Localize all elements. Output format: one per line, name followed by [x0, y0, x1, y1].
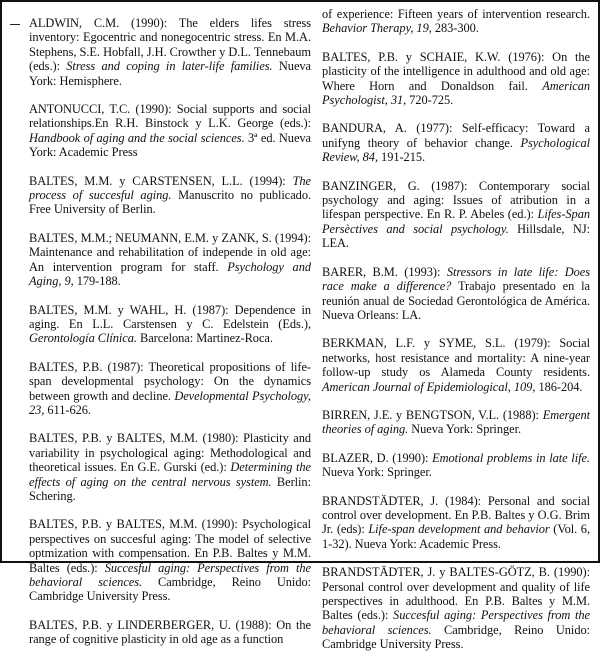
- reference-text: Nueva York: Springer.: [322, 465, 432, 480]
- reference-entry: [322, 408, 590, 437]
- reference-entry: [322, 565, 590, 651]
- reference-entry: [322, 265, 590, 323]
- reference-title-italic: Life-span development and behavior: [368, 522, 550, 537]
- reference-text: BANZINGER, G. (1987): Contemporary social psychology and aging: Issues of atribution in a lifespan perspective. En R. P. Abeles (ed.):: [322, 178, 590, 222]
- reference-text: (Vol. 6, 1-32). Nueva York: Academic Press.: [322, 522, 590, 551]
- reference-entry: [29, 360, 311, 418]
- reference-text: ALDWIN, C.M. (1990): The elders lifes stress inventory: Egocentric and nonegocentric stress. En M.A. Stephens, S.E. Hobfall, J.H. Crowther y D.L. Tennebaum (eds.):: [29, 16, 311, 74]
- reference-entry: [29, 303, 311, 346]
- reference-entry: [29, 174, 311, 217]
- left-column: [29, 16, 311, 661]
- reference-title-italic: American Psychologist, 31,: [322, 78, 590, 108]
- reference-title-italic: Psychology and Aging, 9,: [29, 259, 311, 289]
- reference-title-italic: Behavior Therapy, 19,: [322, 21, 432, 36]
- reference-title-italic: Lifes-Span Persèctives and social psychology.: [322, 207, 590, 236]
- reference-text: BRANDSTÄDTER, J. y BALTES-GÖTZ, B. (1990): Personal control over development and quality of life perspectives in adulthood. En P.B. Baltes y M.M. Baltes (eds.):: [322, 565, 590, 623]
- reference-text: BALTES, P.B. y LINDERBERGER, U. (1988): On the range of cognitive plasticity in old age as a function: [29, 617, 311, 647]
- reference-text: BLAZER, D. (1990):: [322, 450, 433, 465]
- reference-text: Hillsdale, NJ: LEA.: [322, 221, 590, 251]
- reference-text: 186-204.: [535, 379, 583, 394]
- reference-text: ANTONUCCI, T.C. (1990): Social supports and social relationships.En R.H. Binstock y L.K. George (eds.):: [29, 102, 311, 131]
- reference-title-italic: Gerontología Clínica.: [29, 331, 137, 346]
- right-column: [322, 7, 590, 666]
- reference-text: 179-188.: [73, 274, 121, 289]
- reference-text: 720-725.: [406, 93, 454, 108]
- reference-entry: [29, 618, 311, 647]
- reference-text: BALTES, P.B. y BALTES, M.M. (1990): Psychological perspectives on succesful aging: The model of selective optmization with compensation. En P.B. Baltes y M.M. Baltes (eds.):: [29, 517, 311, 575]
- reference-entry: [322, 336, 590, 394]
- reference-text: 283-300.: [431, 21, 479, 36]
- reference-title-italic: Determining the effects of aging on the central nervous system.: [29, 460, 311, 489]
- reference-text: BARER, B.M. (1993):: [322, 264, 447, 279]
- reference-text: Nueva York: Hemisphere.: [29, 59, 311, 88]
- reference-text: BANDURA, A. (1977): Self-efficacy: Toward a unifyng theory of behavior change.: [322, 121, 590, 150]
- reference-title-italic: Developmental Psychology, 23,: [29, 388, 311, 417]
- reference-title-italic: The process of succesful aging.: [29, 173, 311, 203]
- reference-title-italic: Stress and coping in later-life families.: [66, 59, 273, 74]
- reference-entry: [322, 121, 590, 164]
- reference-title-italic: Succesful aging: Perspectives from the behavioral sciences.: [29, 560, 311, 589]
- reference-text: BALTES, P.B. y BALTES, M.M. (1980): Plasticity and variability in psychological aging: Methodological and theoretical issues. En G.E. Gurski (ed.):: [29, 431, 311, 475]
- reference-text: Trabajo presentado en la reunión anual de Sociedad Gerontológica de América. Nueva Orleans: LA.: [322, 279, 590, 322]
- reference-title-italic: American Journal of Epidemiological, 109,: [322, 379, 536, 394]
- reference-entry: [29, 517, 311, 603]
- reference-text: BRANDSTÄDTER, J. (1984): Personal and social control over development. En P.B. Baltes y O.G. Brim Jr. (eds):: [322, 493, 590, 537]
- reference-text: BALTES, M.M.; NEUMANN, E.M. y ZANK, S. (1994): Maintenance and rehabilitation of independe in old age: An intervention program for staff.: [29, 230, 311, 274]
- reference-entry: [29, 102, 311, 160]
- reference-text: Cambridge, Reino Unido: Cambridge University Press.: [29, 575, 311, 604]
- reference-title-italic: Emotional problems in late life.: [432, 450, 590, 465]
- reference-text: BALTES, P.B. (1987): Theoretical propositions of life-span developmental psychology: On the dynamics between growth and decline.: [29, 359, 311, 403]
- reference-title-italic: Stressors in late life: Does race make a difference?: [322, 264, 590, 294]
- reference-entry: [322, 50, 590, 108]
- reference-title-italic: Emergent theories of aging.: [322, 407, 590, 437]
- reference-entry: [322, 7, 590, 36]
- margin-dash: [10, 24, 20, 25]
- reference-text: BALTES, P.B. y SCHAIE, K.W. (1976): On the plasticity of the intelligence in adulthood and old age: Where Horn and Donaldson fail.: [322, 49, 590, 93]
- reference-text: 3ª ed. Nueva York: Academic Press: [29, 130, 311, 160]
- reference-text: Barcelona: Martinez-Roca.: [136, 331, 273, 346]
- reference-text: 611-626.: [44, 402, 91, 417]
- reference-entry: [322, 179, 590, 251]
- reference-title-italic: Psychological Review, 84,: [322, 135, 590, 165]
- reference-text: Cambridge, Reino Unido: Cambridge University Press.: [322, 622, 590, 652]
- reference-text: 191-215.: [378, 150, 426, 165]
- reference-title-italic: Handbook of aging and the social sciences.: [29, 130, 245, 145]
- reference-entry: [29, 431, 311, 503]
- reference-title-italic: Succesful aging: Perspectives from the behavioral sciences.: [322, 608, 590, 637]
- reference-text: Berlin: Schering.: [29, 474, 311, 503]
- reference-entry: [322, 494, 590, 552]
- reference-entry: [29, 16, 311, 88]
- reference-text: BERKMAN, L.F. y SYME, S.L. (1979): Social networks, host resistance and mortality: A nine-year follow-up study os Alameda County residents.: [322, 336, 590, 380]
- reference-text: Nueva York: Springer.: [408, 422, 522, 437]
- reference-text: BALTES, M.M. y CARSTENSEN, L.L. (1994):: [29, 173, 293, 188]
- reference-text: BIRREN, J.E. y BENGTSON, V.L. (1988):: [322, 407, 543, 422]
- reference-text: of experience: Fifteen years of intervention research.: [322, 7, 590, 21]
- reference-entry: [29, 231, 311, 289]
- reference-text: Manuscrito no publicado. Free University of Berlin.: [29, 188, 312, 217]
- reference-entry: [322, 451, 590, 480]
- reference-text: BALTES, M.M. y WAHL, H. (1987): Dependence in aging. En L.L. Carstensen y C. Edelstein (Eds.),: [29, 302, 311, 331]
